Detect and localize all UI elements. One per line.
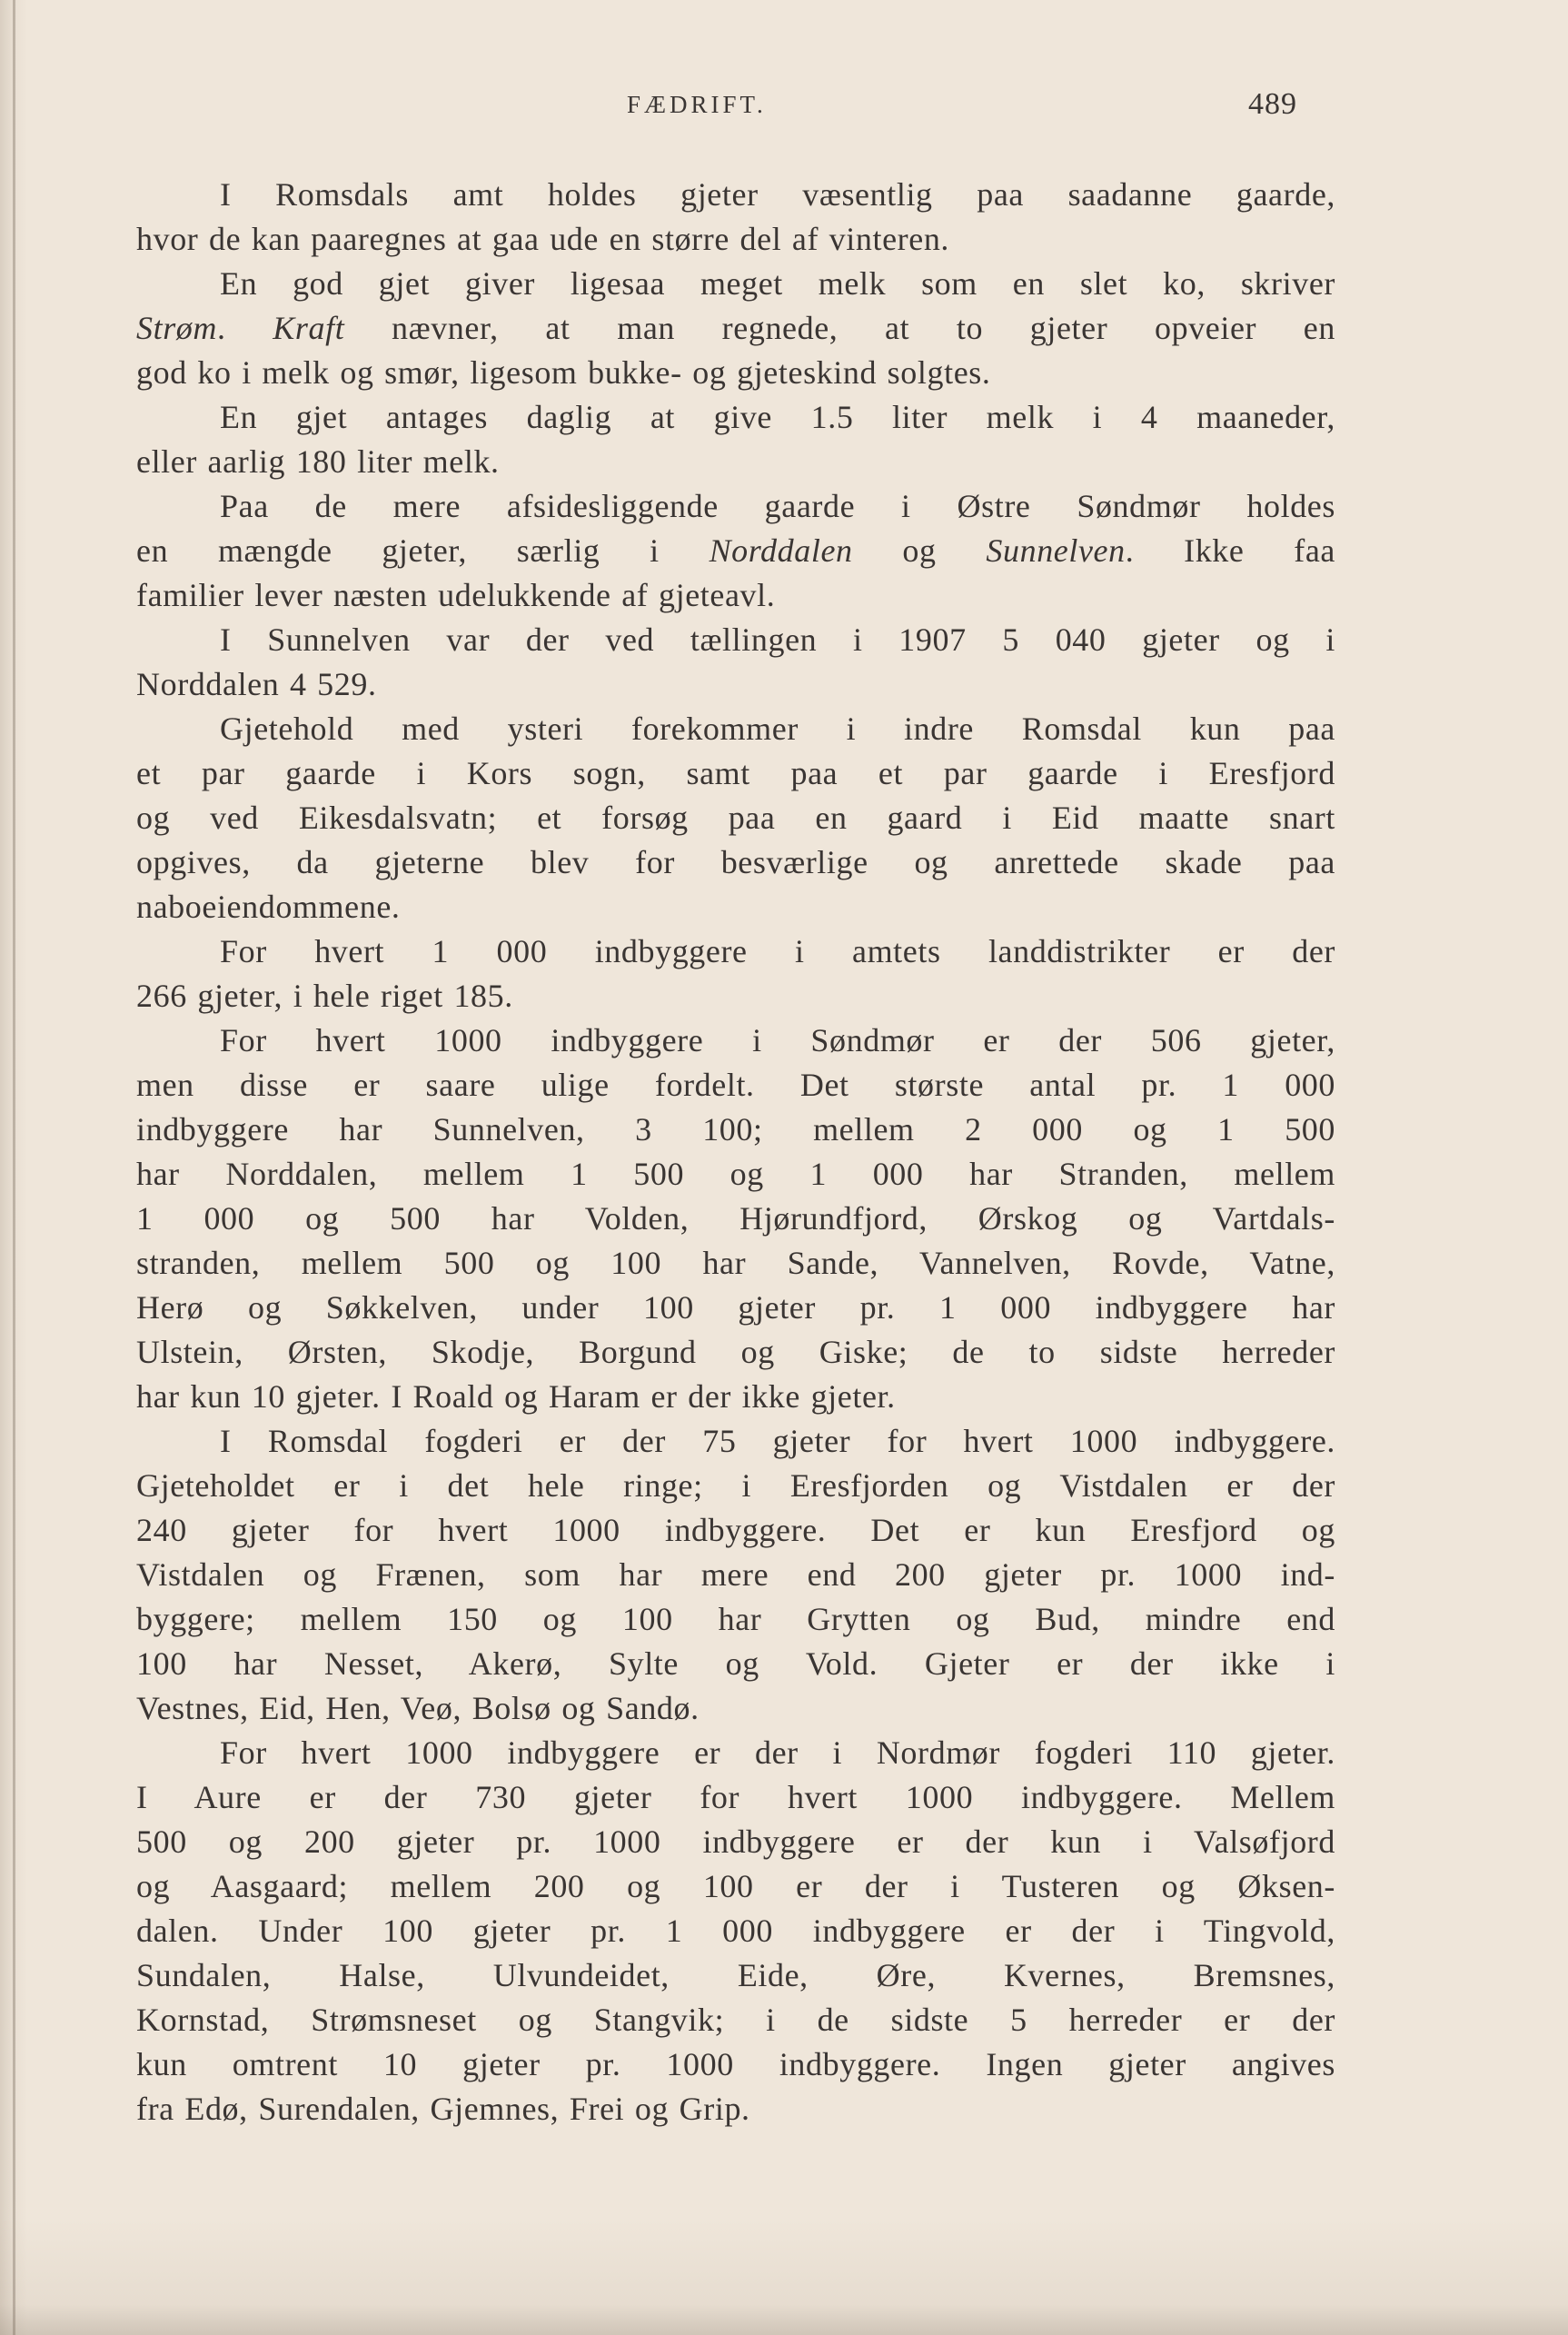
text-segment: familier lever næsten udelukkende af gjeteavl. [136,577,776,613]
paragraph [136,707,1335,929]
text-line: I Romsdal fogderi er der 75 gjeter for hvert 1000 indbyggere. [220,1423,1335,1459]
text-line: 266 gjeter, i hele riget 185. [136,978,513,1014]
text-line: Gjeteholdet er i det hele ringe; i Eresfjorden og Vistdalen er der [136,1467,1335,1504]
text-line: For hvert 1 000 indbyggere i amtets landdistrikter er der [220,933,1335,969]
text-line: kun omtrent 10 gjeter pr. 1000 indbyggere. Ingen gjeter angives [136,2046,1335,2082]
body-text [136,173,1335,2131]
page-bottom-shadow [0,2304,1568,2335]
text-line: En gjet antages daglig at give 1.5 liter melk i 4 maaneder, [220,399,1335,435]
paragraph [136,1731,1335,2131]
text-line: For hvert 1000 indbyggere i Søndmør er der 506 gjeter, [220,1022,1335,1058]
text-line: 1 000 og 500 har Volden, Hjørundfjord, Ørskog og Vartdals- [136,1200,1335,1237]
paragraph [136,173,1335,262]
page-number: 489 [1248,87,1297,121]
paragraph [136,618,1335,707]
italic-name: Norddalen [709,532,853,569]
text-line: indbyggere har Sunnelven, 3 100; mellem 2 000 og 1 500 [136,1111,1335,1148]
text-line: I Aure er der 730 gjeter for hvert 1000 indbyggere. Mellem [136,1779,1335,1815]
text-line: Vestnes, Eid, Hen, Veø, Bolsø og Sandø. [136,1690,700,1726]
italic-name: Sunnelven [986,532,1126,569]
text-line [136,262,1335,306]
paragraph [136,1018,1335,1419]
text-line: fra Edø, Surendalen, Gjemnes, Frei og Grip. [136,2091,750,2127]
text-line: og Aasgaard; mellem 200 og 100 er der i Tusteren og Øksen- [136,1868,1335,1904]
paragraph [136,262,1335,395]
text-line: 100 har Nesset, Akerø, Sylte og Vold. Gjeter er der ikke i [136,1645,1335,1682]
running-header [0,87,1568,127]
text-line: hvor de kan paaregnes at gaa ude en større del af vinteren. [136,221,950,257]
text-line: stranden, mellem 500 og 100 har Sande, Vannelven, Rovde, Vatne, [136,1245,1335,1281]
text-line: 240 gjeter for hvert 1000 indbyggere. Det er kun Eresfjord og [136,1512,1335,1548]
text-line [136,306,1335,351]
text-segment: En god gjet giver ligesaa meget melk som en slet ko, skriver [220,265,1335,302]
text-line: 500 og 200 gjeter pr. 1000 indbyggere er der kun i Valsøfjord [136,1823,1335,1860]
text-segment: nævner, at man regnede, at to gjeter opveier en [344,310,1335,346]
text-line [136,484,1335,529]
text-line: Sundalen, Halse, Ulvundeidet, Eide, Øre, Kvernes, Bremsnes, [136,1957,1335,1993]
text-line: I Romsdals amt holdes gjeter væsentlig paa saadanne gaarde, [220,176,1335,213]
paragraph [136,395,1335,484]
text-line: Gjetehold med ysteri forekommer i indre Romsdal kun paa [220,710,1335,747]
text-segment: . [217,310,273,346]
text-line: og ved Eikesdalsvatn; et forsøg paa en gaard i Eid maatte snart [136,800,1335,836]
text-segment: en mængde gjeter, særlig i [136,532,710,569]
text-line: Ulstein, Ørsten, Skodje, Borgund og Giske; de to sidste herreder [136,1334,1335,1370]
text-line [136,573,1335,618]
running-title: FÆDRIFT. [627,91,767,118]
italic-name: Strøm [136,310,218,346]
text-line: men disse er saare ulige fordelt. Det største antal pr. 1 000 [136,1067,1335,1103]
text-segment: . Ikke faa [1125,532,1335,569]
text-segment: og [852,532,987,569]
text-line: byggere; mellem 150 og 100 har Grytten og Bud, mindre end [136,1601,1335,1637]
text-line [136,351,1335,395]
text-line: eller aarlig 180 liter melk. [136,443,500,480]
text-line: Norddalen 4 529. [136,666,377,702]
paragraph [136,1419,1335,1731]
text-line: Kornstad, Strømsneset og Stangvik; i de sidste 5 herreder er der [136,2002,1335,2038]
text-line: dalen. Under 100 gjeter pr. 1 000 indbyggere er der i Tingvold, [136,1913,1335,1949]
text-line: har Norddalen, mellem 1 500 og 1 000 har Stranden, mellem [136,1156,1335,1192]
text-line: I Sunnelven var der ved tællingen i 1907 5 040 gjeter og i [220,621,1335,658]
text-line: naboeiendommene. [136,889,401,925]
text-line: Vistdalen og Frænen, som har mere end 200 gjeter pr. 1000 ind- [136,1556,1335,1593]
text-segment: Paa de mere afsidesliggende gaarde i Østre Søndmør holdes [220,488,1335,524]
italic-name: Kraft [273,310,345,346]
text-line: For hvert 1000 indbyggere er der i Nordmør fogderi 110 gjeter. [220,1734,1335,1771]
text-line: opgives, da gjeterne blev for besværlige og anrettede skade paa [136,844,1335,880]
text-line [136,529,1335,573]
text-line: Herø og Søkkelven, under 100 gjeter pr. 1 000 indbyggere har [136,1289,1335,1326]
binding-gutter [13,0,15,2335]
text-line: et par gaarde i Kors sogn, samt paa et par gaarde i Eresfjord [136,755,1335,791]
text-segment: god ko i melk og smør, ligesom bukke- og gjeteskind solgtes. [136,354,991,391]
text-line: har kun 10 gjeter. I Roald og Haram er der ikke gjeter. [136,1378,896,1415]
paragraph [136,929,1335,1018]
paragraph [136,484,1335,618]
